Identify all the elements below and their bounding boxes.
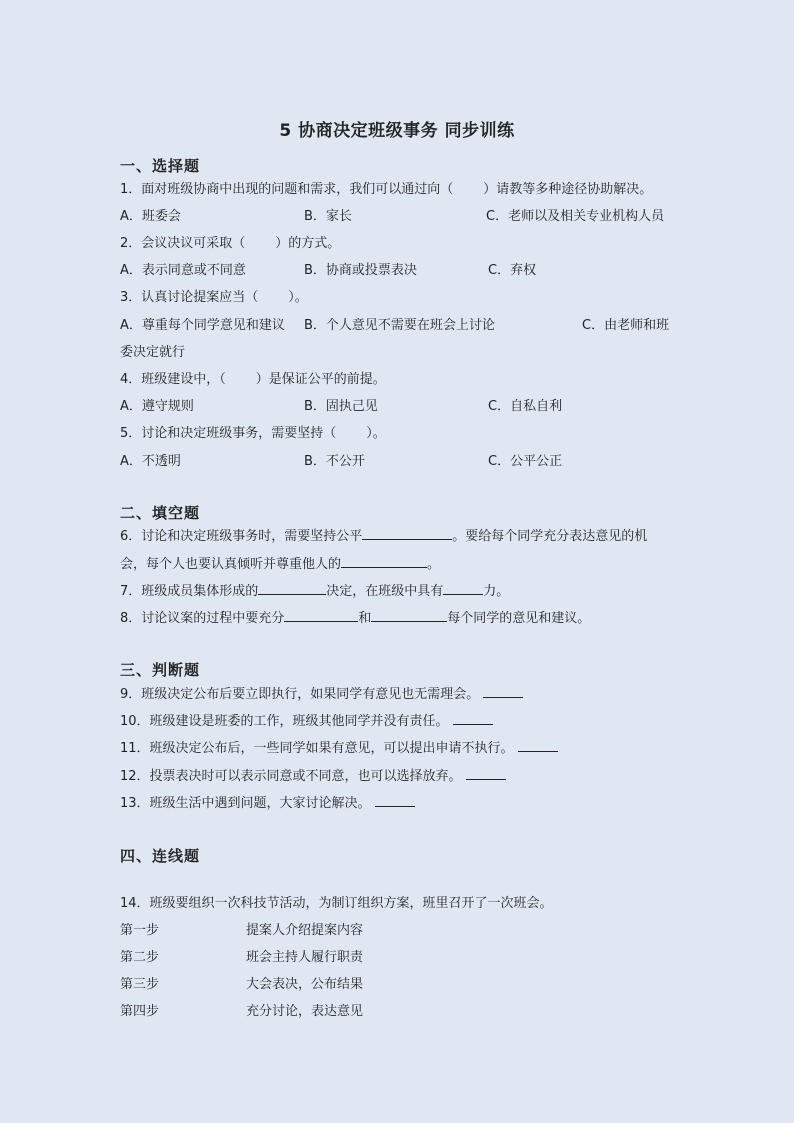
q2-option-b: B．协商或投票表决 [304, 263, 417, 278]
section-heading-fill: 二、填空题 [120, 504, 201, 522]
match-step-4: 第四步 [120, 1004, 160, 1019]
q1-option-c: C．老师以及相关专业机构人员 [486, 209, 665, 224]
match-item-2: 班会主持人履行职责 [246, 950, 364, 965]
question-3: 3．认真讨论提案应当（ ）。 [120, 290, 308, 305]
question-11: 11．班级决定公布后，一些同学如果有意见，可以提出申请不执行。 [120, 737, 558, 756]
match-step-3: 第三步 [120, 977, 160, 992]
q5-option-a: A．不透明 [120, 454, 181, 469]
page-title: 5 协商决定班级事务 同步训练 [279, 121, 515, 141]
match-step-1: 第一步 [120, 923, 160, 938]
q3-option-c-continued: 委决定就行 [120, 345, 186, 360]
section-heading-choice: 一、选择题 [120, 157, 201, 175]
question-14: 14．班级要组织一次科技节活动，为制订组织方案，班里召开了一次班会。 [120, 896, 553, 911]
question-2: 2．会议决议可采取（ ）的方式。 [120, 236, 341, 251]
question-10: 10．班级建设是班委的工作，班级其他同学并没有责任。 [120, 710, 493, 729]
section-heading-match: 四、连线题 [120, 847, 201, 865]
q3-option-b: B．个人意见不需要在班会上讨论 [304, 318, 495, 333]
q2-option-a: A．表示同意或不同意 [120, 263, 246, 278]
q5-option-c: C．公平公正 [488, 454, 563, 469]
q1-option-b: B．家长 [304, 209, 352, 224]
match-item-1: 提案人介绍提案内容 [246, 923, 364, 938]
question-5: 5．讨论和决定班级事务，需要坚持（ ）。 [120, 426, 386, 441]
q4-option-b: B．固执己见 [304, 399, 378, 414]
question-1: 1．面对班级协商中出现的问题和需求，我们可以通过向（ ）请教等多种途径协助解决。 [120, 182, 653, 197]
q5-option-b: B．不公开 [304, 454, 365, 469]
section-heading-judge: 三、判断题 [120, 661, 201, 679]
q4-option-a: A．遵守规则 [120, 399, 194, 414]
match-item-4: 充分讨论，表达意见 [246, 1004, 364, 1019]
q4-option-c: C．自私自利 [488, 399, 563, 414]
question-6-line-1: 6．讨论和决定班级事务时，需要坚持公平 。要给每个同学充分表达意见的机 [120, 529, 648, 544]
question-12: 12．投票表决时可以表示同意或不同意，也可以选择放弃。 [120, 765, 506, 784]
q2-option-c: C．弃权 [488, 263, 537, 278]
q1-option-a: A．班委会 [120, 209, 181, 224]
question-7: 7．班级成员集体形成的 决定，在班级中具有 力。 [120, 584, 510, 599]
question-9: 9．班级决定公布后要立即执行，如果同学有意见也无需理会。 [120, 683, 523, 702]
match-item-3: 大会表决，公布结果 [246, 977, 364, 992]
q3-option-a: A．尊重每个同学意见和建议 [120, 318, 285, 333]
question-4: 4．班级建设中，（ ）是保证公平的前提。 [120, 372, 386, 387]
question-8: 8．讨论议案的过程中要充分 和 每个同学的意见和建议。 [120, 611, 591, 626]
question-13: 13．班级生活中遇到问题，大家讨论解决。 [120, 792, 415, 811]
question-6-line-2: 会，每个人也要认真倾听并尊重他人的 。 [120, 557, 441, 572]
match-step-2: 第二步 [120, 950, 160, 965]
q3-option-c: C．由老师和班 [582, 318, 670, 333]
